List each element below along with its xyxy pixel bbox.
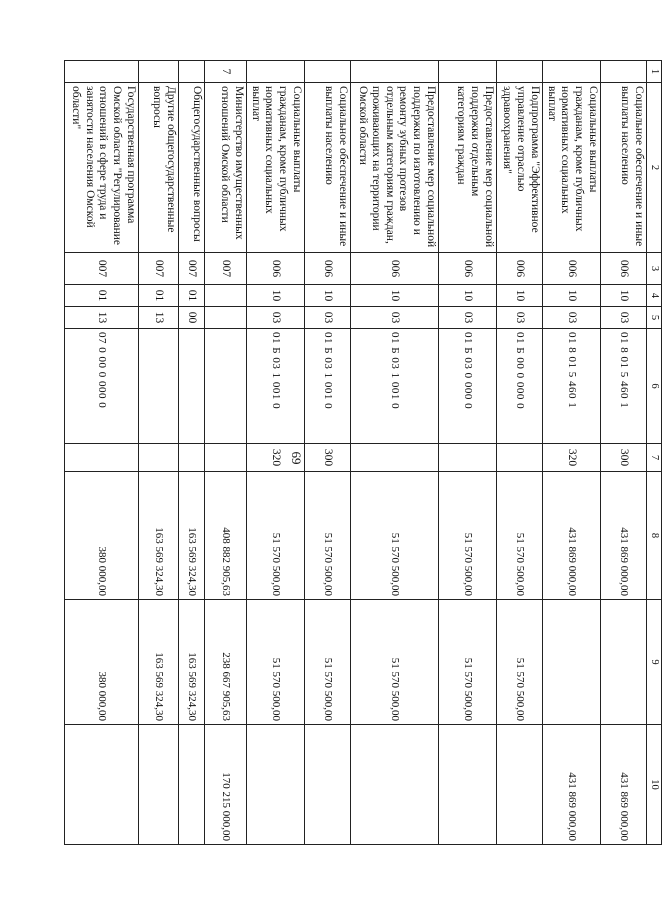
cell-ministry: 006: [600, 253, 646, 285]
cell-expense-type: [438, 444, 496, 472]
cell-amount-9: 163 569 324,30: [178, 600, 204, 725]
cell-amount-10: [438, 725, 496, 845]
cell-ministry: 006: [542, 253, 600, 285]
cell-amount-9: 51 570 500,00: [350, 600, 438, 725]
cell-expense-type: [64, 444, 138, 472]
cell-ministry: 006: [496, 253, 542, 285]
cell-target-article: 01 Б 03 1 001 0: [304, 329, 350, 444]
cell-total: 431 869 000,00: [542, 472, 600, 600]
header-col-10: 10: [646, 725, 661, 845]
cell-amount-10: 431 869 000,00: [600, 725, 646, 845]
header-row: [646, 61, 661, 845]
cell-name: Предоставление мер социальной поддержки отдельным категориям граждан: [438, 83, 496, 253]
table-row: [350, 61, 438, 845]
cell-name: Государственная программа Омской области "Регулирование отношений в сфере труда и занятости населения Омской области": [64, 83, 138, 253]
cell-expense-type: [178, 444, 204, 472]
table-row: [246, 61, 304, 845]
cell-target-article: [204, 329, 246, 444]
header-col-9: 9: [646, 600, 661, 725]
cell-subsection: 03: [496, 307, 542, 329]
header-col-4: 4: [646, 285, 661, 307]
cell-expense-type: [204, 444, 246, 472]
cell-ministry: 007: [178, 253, 204, 285]
cell-num: [438, 61, 496, 83]
cell-ministry: 007: [64, 253, 138, 285]
cell-section: 01: [178, 285, 204, 307]
cell-amount-9: 51 570 500,00: [246, 600, 304, 725]
cell-expense-type: [496, 444, 542, 472]
header-col-8: 8: [646, 472, 661, 600]
table-row: [138, 61, 178, 845]
cell-num: [304, 61, 350, 83]
cell-ministry: 007: [138, 253, 178, 285]
cell-section: 10: [600, 285, 646, 307]
cell-subsection: 13: [64, 307, 138, 329]
cell-amount-9: 51 570 500,00: [438, 600, 496, 725]
cell-name: Другие общегосударственные вопросы: [138, 83, 178, 253]
cell-target-article: 01 Б 00 0 000 0: [496, 329, 542, 444]
cell-target-article: [138, 329, 178, 444]
cell-section: 01: [138, 285, 178, 307]
cell-num: 7: [204, 61, 246, 83]
cell-name: Подпрограмма "Эффективное управление отраслью здравоохранения": [496, 83, 542, 253]
cell-subsection: 00: [178, 307, 204, 329]
table-row: [178, 61, 204, 845]
cell-section: 10: [438, 285, 496, 307]
cell-amount-10: 170 215 000,00: [204, 725, 246, 845]
cell-section: 10: [350, 285, 438, 307]
cell-expense-type: [138, 444, 178, 472]
cell-target-article: 01 Б 03 1 001 0: [246, 329, 304, 444]
cell-target-article: [178, 329, 204, 444]
cell-section: 10: [542, 285, 600, 307]
cell-ministry: 006: [304, 253, 350, 285]
cell-total: 163 569 324,30: [178, 472, 204, 600]
header-col-2: 2: [646, 83, 661, 253]
cell-total: 163 569 324,30: [138, 472, 178, 600]
cell-amount-9: 380 000,00: [64, 600, 138, 725]
cell-amount-10: [64, 725, 138, 845]
cell-name: Предоставление мер социальной поддержки по изготовлению и ремонту зубных протезов отдельным категориям граждан, проживающих на территории Омской области: [350, 83, 438, 253]
cell-subsection: 03: [600, 307, 646, 329]
cell-num: [246, 61, 304, 83]
cell-section: 10: [304, 285, 350, 307]
cell-name: Социальное обеспечение и иные выплаты населению: [600, 83, 646, 253]
cell-total: 431 869 000,00: [600, 472, 646, 600]
header-col-1: 1: [646, 61, 661, 83]
cell-amount-9: 163 569 324,30: [138, 600, 178, 725]
cell-name: Социальные выплаты гражданам, кроме публичных нормативных социальных выплат: [246, 83, 304, 253]
cell-subsection: 03: [246, 307, 304, 329]
cell-ministry: 007: [204, 253, 246, 285]
cell-num: [178, 61, 204, 83]
cell-subsection: 03: [350, 307, 438, 329]
cell-amount-9: [600, 600, 646, 725]
cell-subsection: 13: [138, 307, 178, 329]
cell-target-article: 01 Б 03 1 001 0: [350, 329, 438, 444]
cell-subsection: 03: [304, 307, 350, 329]
cell-num: [350, 61, 438, 83]
cell-target-article: 01 8 01 5 460 1: [542, 329, 600, 444]
header-col-7: 7: [646, 444, 661, 472]
cell-amount-9: [542, 600, 600, 725]
cell-total: 51 570 500,00: [438, 472, 496, 600]
page-number: 69: [289, 451, 304, 465]
cell-amount-10: [178, 725, 204, 845]
cell-name: Социальное обеспечение и иные выплаты населению: [304, 83, 350, 253]
cell-ministry: 006: [350, 253, 438, 285]
cell-num: [600, 61, 646, 83]
cell-expense-type: 300: [304, 444, 350, 472]
cell-expense-type: 320: [542, 444, 600, 472]
cell-subsection: 03: [542, 307, 600, 329]
table-row: [204, 61, 246, 845]
cell-amount-10: [350, 725, 438, 845]
cell-target-article: 01 8 01 5 460 1: [600, 329, 646, 444]
cell-subsection: [204, 307, 246, 329]
cell-ministry: 006: [246, 253, 304, 285]
cell-ministry: 006: [438, 253, 496, 285]
cell-amount-10: [138, 725, 178, 845]
table-row: [542, 61, 600, 845]
cell-amount-10: [246, 725, 304, 845]
cell-expense-type: 320: [246, 444, 304, 472]
cell-section: 10: [496, 285, 542, 307]
cell-section: 01: [64, 285, 138, 307]
cell-amount-10: [496, 725, 542, 845]
table-row: [64, 61, 138, 845]
cell-target-article: 07 0 00 0 000 0: [64, 329, 138, 444]
header-col-6: 6: [646, 329, 661, 444]
cell-section: [204, 285, 246, 307]
cell-amount-9: 51 570 500,00: [496, 600, 542, 725]
budget-table-rotated: [70, 60, 662, 844]
cell-num: [496, 61, 542, 83]
cell-name: Социальные выплаты гражданам, кроме публичных нормативных социальных выплат: [542, 83, 600, 253]
cell-subsection: 03: [438, 307, 496, 329]
cell-expense-type: 300: [600, 444, 646, 472]
cell-total: 51 570 500,00: [350, 472, 438, 600]
cell-section: 10: [246, 285, 304, 307]
header-col-5: 5: [646, 307, 661, 329]
cell-total: 380 000,00: [64, 472, 138, 600]
cell-expense-type: [350, 444, 438, 472]
cell-num: [138, 61, 178, 83]
cell-name: Министерство имущественных отношений Омской области: [204, 83, 246, 253]
cell-total: 408 882 905,63: [204, 472, 246, 600]
cell-total: 51 570 500,00: [304, 472, 350, 600]
cell-total: 51 570 500,00: [496, 472, 542, 600]
table-row: [304, 61, 350, 845]
cell-amount-9: 51 570 500,00: [304, 600, 350, 725]
cell-target-article: 01 Б 03 0 000 0: [438, 329, 496, 444]
cell-amount-9: 238 667 905,63: [204, 600, 246, 725]
table-row: [496, 61, 542, 845]
cell-name: Общегосударственные вопросы: [178, 83, 204, 253]
table-row: [600, 61, 646, 845]
cell-num: [64, 61, 138, 83]
cell-amount-10: [304, 725, 350, 845]
header-col-3: 3: [646, 253, 661, 285]
cell-num: [542, 61, 600, 83]
budget-table: [64, 60, 662, 845]
cell-total: 51 570 500,00: [246, 472, 304, 600]
table-row: [438, 61, 496, 845]
cell-amount-10: 431 869 000,00: [542, 725, 600, 845]
